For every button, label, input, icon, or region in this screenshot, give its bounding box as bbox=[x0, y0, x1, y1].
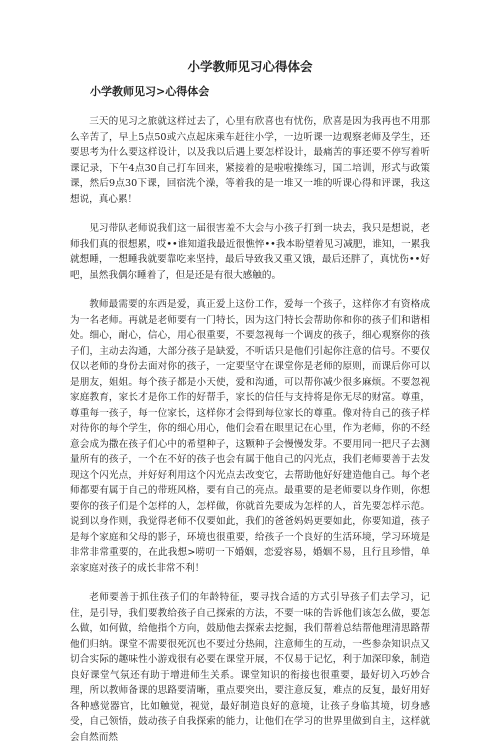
page-title: 小学教师见习心得体会 bbox=[187, 59, 313, 74]
paragraph-2: 见习带队老师说我们这一届很害羞不大会与小孩子打到一块去，我只是想说，老师我们真的很想累，哎••谁知道我最近很憔悴••我本盼望着见习减肥，谁知，一累我就想睡，一想睡我就要靠吃来坚持，最后导致我又重又饿，最后还胖了，真忧伤••好吧，虽然我偶尔睡着了，但是还是有很大感触的。 bbox=[70, 223, 430, 281]
document-subtitle: 小学教师见习>心得体会 bbox=[90, 85, 210, 98]
paragraph-4: 老师要善于抓住孩子们的年龄特征，要寻找合适的方式引导孩子们去学习，记住，是引导，我们要教给孩子自己探索的方法，不要一味的告诉他们该怎么做，要怎么做，如何做，给他指个方向，鼓励他去探索去挖掘，我们帮着总结帮他理清思路帮他们归纳。课堂不需要很死沉也不要过分热闹，注意师生的互动，一些参杂知识点又切合实际的趣味性小游戏很有必要在课堂开展，不仅易于记忆，利于加深印象，制造良好课堂气氛还有助于增进师生关系。课堂知识的衔接也很重要，最好切入巧妙合理，所以教师备课的思路要清晰，重点要突出，要注意反复，难点的反复，最好用好各种感觉器官，比如触觉，视觉，最好制造良好的意境，让孩子身临其境，切身感受，自己领悟，鼓动孩子自我探索的能力，让他们在学习的世界里做到自主，这样就会自然而然 bbox=[70, 592, 430, 743]
paragraph-1: 三天的见习之旅就这样过去了，心里有欣喜也有忧伤，欣喜是因为我再也不用那么辛苦了，早上5点50或六点起床乘车赶往小学，一边听课一边观察老师及学生，还要思考为什么要这样设计，以及我以后遇上要怎样设计，最痛苦的事还要不停写着听课记录，下午4点30自己打车回来，紧接着的是啦啦操练习，国二培训，形式与政策课，然后9点30下课，回宿洗个澡，等着我的是一堆又一堆的听课心得和评课，我这想说，真心累！ bbox=[70, 116, 430, 205]
paragraph-3: 教师最需要的东西是爱，真正爱上这份工作，爱每一个孩子，这样你才有资格成为一名老师。再就是老师要有一门特长，因为这门特长会帮助你和你的孩子们和谐相处。细心，耐心，信心，用心很重要，不要忽视每一个调皮的孩子，细心观察你的孩子们，主动去沟通，大部分孩子是缺爱，不听话只是他们引起你注意的信号。不要仅仅以老师的身份去面对你的孩子，一定要坚守在课堂你是老师的原则，而课后你可以是朋友，姐姐。每个孩子都是小天使，爱和沟通，可以帮你减少很多麻烦。不要忽视家庭教育，家长才是你工作的好帮手，家长的信任与支持将是你无尽的财富。尊重，尊重每一孩子，每一位家长，这样你才会得到每位家长的尊重。像对待自己的孩子样对待你的每个学生，你的细心用心，他们会看在眼里记在心里，作为老师，你的不经意会成为撒在孩子们心中的希望种子，这颗种子会慢慢发芽。不要用同一把尺子去测量所有的孩子，一个在不好的孩子也会有属于他自己的闪光点，我们老师要善于去发现这个闪光点，并好好利用这个闪光点去改变它，去帮助他好好建造他自己。每个老师都要有属于自己的带班风格，要有自己的亮点。最重要的是老师要以身作则，你想要你的孩子们是个怎样的人，怎样做，你就首先要成为怎样的人，首先要怎样示范。说到以身作则，我觉得老师不仅要如此，我们的爸爸妈妈更要如此，你要知道，孩子是每个家庭和父母的影子，环境也很重要，给孩子一个良好的生活环境，学习环境是非常非常重要的，在此我想>唠叨一下婚姻，恋爱容易，婚姻不易，且行且珍惜，单亲家庭对孩子的成长非常不利！ bbox=[70, 299, 430, 574]
